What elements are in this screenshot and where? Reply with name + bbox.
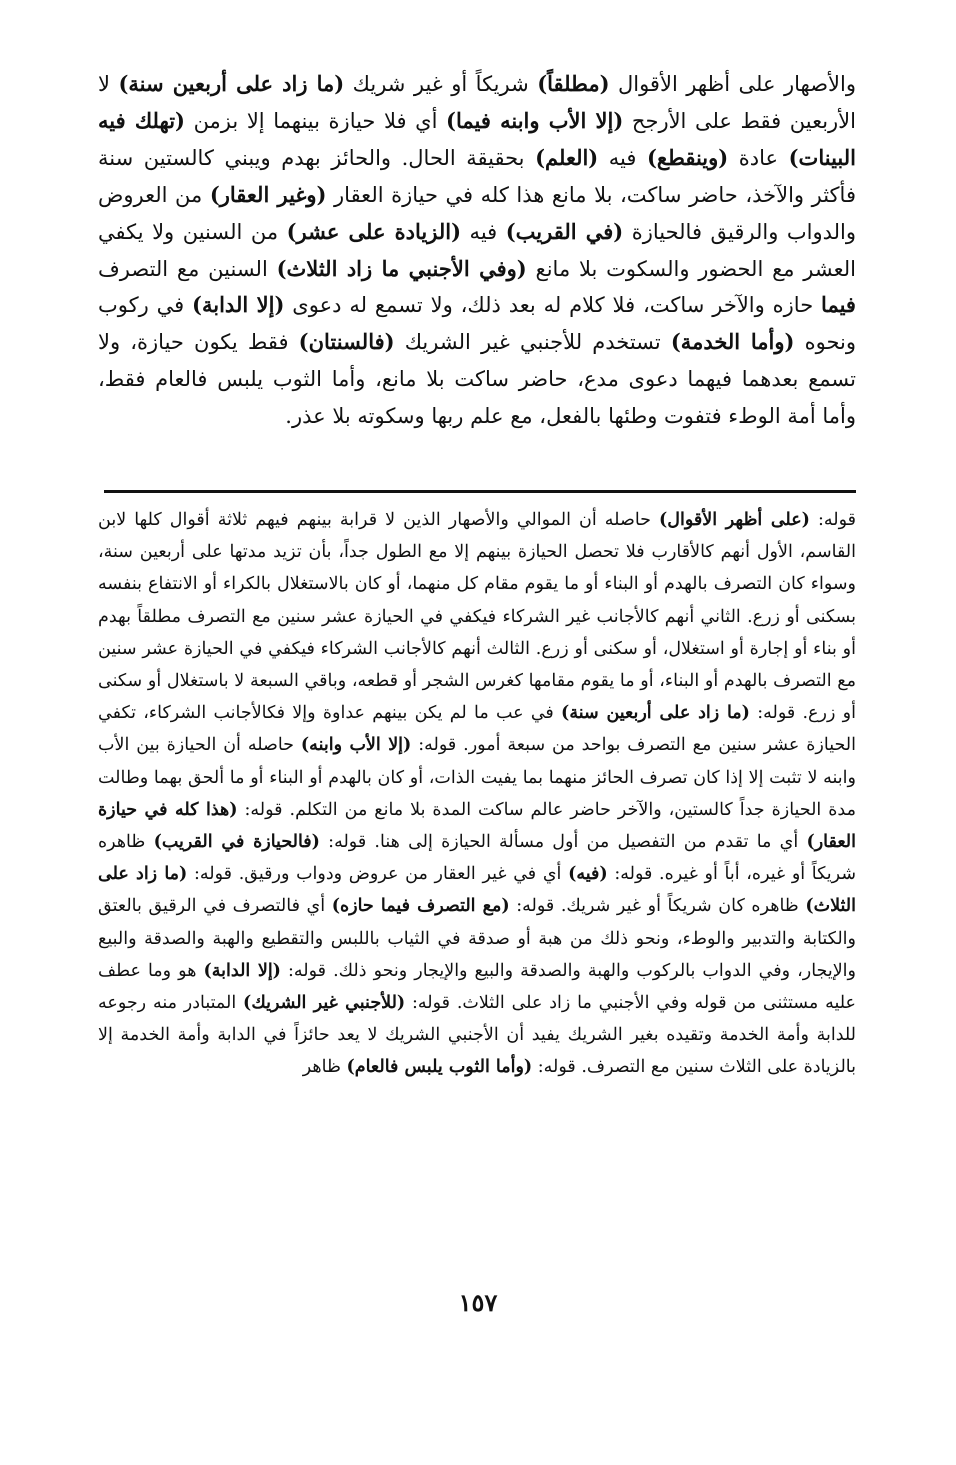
commentary-quoted-term: (ما زاد على أربعين سنة) — [561, 703, 750, 724]
main-text-segment: في ركوب ونحوه — [98, 293, 857, 355]
main-text-bold-term: (ما زاد على أربعين سنة) — [118, 71, 345, 96]
main-text-segment: من السنين ولا يكفي العشر مع الحضور والسكوت بلا مانع — [98, 219, 856, 281]
commentary-segment: ظاهر — [302, 1057, 347, 1078]
commentary-quoted-term: (على أظهر الأقوال) — [659, 510, 810, 530]
main-text-segment: والأصهار على أظهر الأقوال — [609, 72, 856, 96]
main-text-segment: حازه والآخر ساكت، فلا كلام له بعد ذلك، ولا تسمع له دعوى — [284, 293, 822, 318]
main-text-segment: عادة — [728, 145, 789, 170]
commentary-segment: هو وما عطف عليه مستثنى من قوله وفي الأجنبي ما زاد على الثلاث. قوله: — [98, 960, 856, 1014]
main-text-segment: فقط يكون حيازة، ولا تسمع بعدهما فيهما دعوى مدع، حاضر ساكت بلا مانع، وأما الثوب يلبس فالعام فقط، وأما أمة الوطء فتفوت وطئها بالفعل، مع علم ربها وسكوته بلا عذر. — [98, 330, 856, 429]
commentary-segment: ظاهره شريكاً أو غيره، أباً أو غيره. قوله: — [98, 832, 856, 885]
commentary-quoted-term: (إلا الأب وابنه) — [300, 735, 412, 756]
main-text-bold-term: (إلا الدابة) — [192, 292, 285, 318]
commentary-segment: أي في غير العقار من عروض ودواب ورقيق. قوله: — [187, 864, 569, 885]
main-text-segment: لا الأربعين فقط على الأرجح — [98, 72, 856, 133]
main-text-segment: السنين مع التصرف — [98, 256, 277, 281]
page-number: ١٥٧ — [458, 1288, 498, 1317]
main-text-segment: تستخدم للأجنبي غير الشريك — [394, 330, 671, 355]
main-text-bold-term: (مطلقاً) — [537, 71, 610, 96]
main-text-bold-term: (الزيادة على عشر) — [286, 218, 462, 244]
main-text-segment: شريكاً أو غير شريك — [344, 72, 538, 96]
commentary-quoted-term: (فيه) — [568, 864, 608, 885]
main-text-bold-term: فيما — [821, 292, 856, 318]
main-text-bold-term: (فالسنتان) — [298, 329, 395, 355]
main-text-bold-term: (وفي الأجنبي ما زاد الثلاث) — [276, 255, 527, 281]
main-text-bold-term: (في القريب) — [505, 218, 624, 244]
commentary-quoted-term: (ما زاد على الثلاث) — [98, 864, 856, 917]
commentary-segment: أي فالتصرف في الرقيق بالعتق والكتابة والتدبير والوطء، ونحو ذلك من هبة أو صدقة في الثياب باللبس والتقطيع والهبة والصدقة والبيع والإيجار، وفي الدواب بالركوب والهبة والصدقة والبيع والإيجار ونحو ذلك. قوله: — [98, 896, 856, 981]
footnote-separator-line — [104, 490, 856, 493]
commentary-quoted-term: (فالحيازة في القريب) — [153, 832, 320, 853]
commentary-segment: قوله: — [809, 510, 856, 530]
commentary-segment: حاصله أن الحيازة بين الأب وابنه لا تثبت إلا إذا كان تصرف الحائز منهما بما يفيت الذات، أو كان بالهدم أو البناء أو ما ألحق بهما وطالت مدة الحيازة جداً كالستين، والآخر حاضر عالم ساكت المدة بلا مانع من التكلم. قوله: — [98, 735, 856, 820]
commentary-segment: أي ما تقدم من التفصيل من أول مسألة الحيازة إلى هنا. قوله: — [319, 832, 807, 853]
main-text-bold-term: (وينقطع) — [647, 144, 729, 170]
main-text-block — [98, 66, 856, 435]
commentary-text-block — [98, 504, 856, 1084]
main-text-bold-term: (تهلك فيه البينات) — [98, 107, 856, 170]
commentary-quoted-term: (مع التصرف فيما حازه) — [331, 896, 510, 917]
main-text-segment: بحقيقة الحال. والحائز بهدم ويبني كالستين سنة فأكثر والآخذ، حاضر ساكت، بلا مانع هذا كله في حيازة العقار — [98, 145, 856, 207]
main-text-bold-term: (وأما الخدمة) — [670, 329, 795, 355]
main-text-segment: أي فلا حيازة بينهما إلا بزمن — [184, 108, 447, 133]
main-text-segment: فيه — [461, 219, 506, 244]
main-text-bold-term: (وغير العقار) — [209, 181, 327, 207]
commentary-quoted-term: (هذا كله في حيازة العقار) — [98, 799, 856, 853]
main-text-bold-term: (إلا الأب وابنه فيما) — [446, 107, 624, 133]
commentary-quoted-term: (وأما الثوب يلبس فالعام) — [346, 1057, 533, 1078]
commentary-segment: حاصله أن الموالي والأصهار الذين لا قرابة بينهم فيهم ثلاثة أقوال كلها لابن القاسم، الأول أنهم كالأقارب فلا تحصل الحيازة بينهم إلا مع الطول جداً، بأن تزيد مدتها على أربعين سنة، وسواء كان التصرف بالهدم أو البناء أو ما يقوم مقام كل منهما، أو كان بالاستغلال بالكراء أو الانتفاع بنفسه بسكنى أو زرع. الثاني أنهم كالأجانب غير الشركاء فيكفي في الحيازة عشر سنين مع التصرف مطلقاً بهدم أو بناء أو إجارة أو استغلال، أو سكنى أو زرع. الثالث أنهم كالأجانب الشركاء فيكفي في الحيازة عشر سنين مع التصرف بالهدم أو البناء، أو ما يقوم مقامها كغرس الشجر أو قطعه، وباقي السبعة لا باستغلال أو سكنى أو زرع. قوله: — [98, 510, 856, 724]
main-text-bold-term: (العلم) — [535, 144, 599, 170]
main-text-segment: من العروض والدواب والرقيق فالحيازة — [98, 182, 857, 244]
commentary-segment: المتبادر منه رجوعه للدابة وأمة الخدمة وتقيده بغير الشريك يفيد أن الأجنبي الشريك لا يعد حائزاً في الدابة وأمة الخدمة إلا بالزيادة على الثلاث سنين مع التصرف. قوله: — [98, 993, 856, 1078]
commentary-segment: في عب ما لم يكن بينهم عداوة وإلا فكالأجانب الشركاء، تكفي الحيازة عشر سنين مع التصرف بواحد من سبعة أمور. قوله: — [98, 703, 856, 756]
main-text-segment: فيه — [598, 145, 647, 170]
commentary-quoted-term: (للأجنبي غير الشريك) — [243, 993, 406, 1014]
commentary-quoted-term: (إلا الدابة) — [203, 960, 281, 981]
commentary-segment: ظاهره كان شريكاً أو غير شريك. قوله: — [509, 896, 806, 917]
